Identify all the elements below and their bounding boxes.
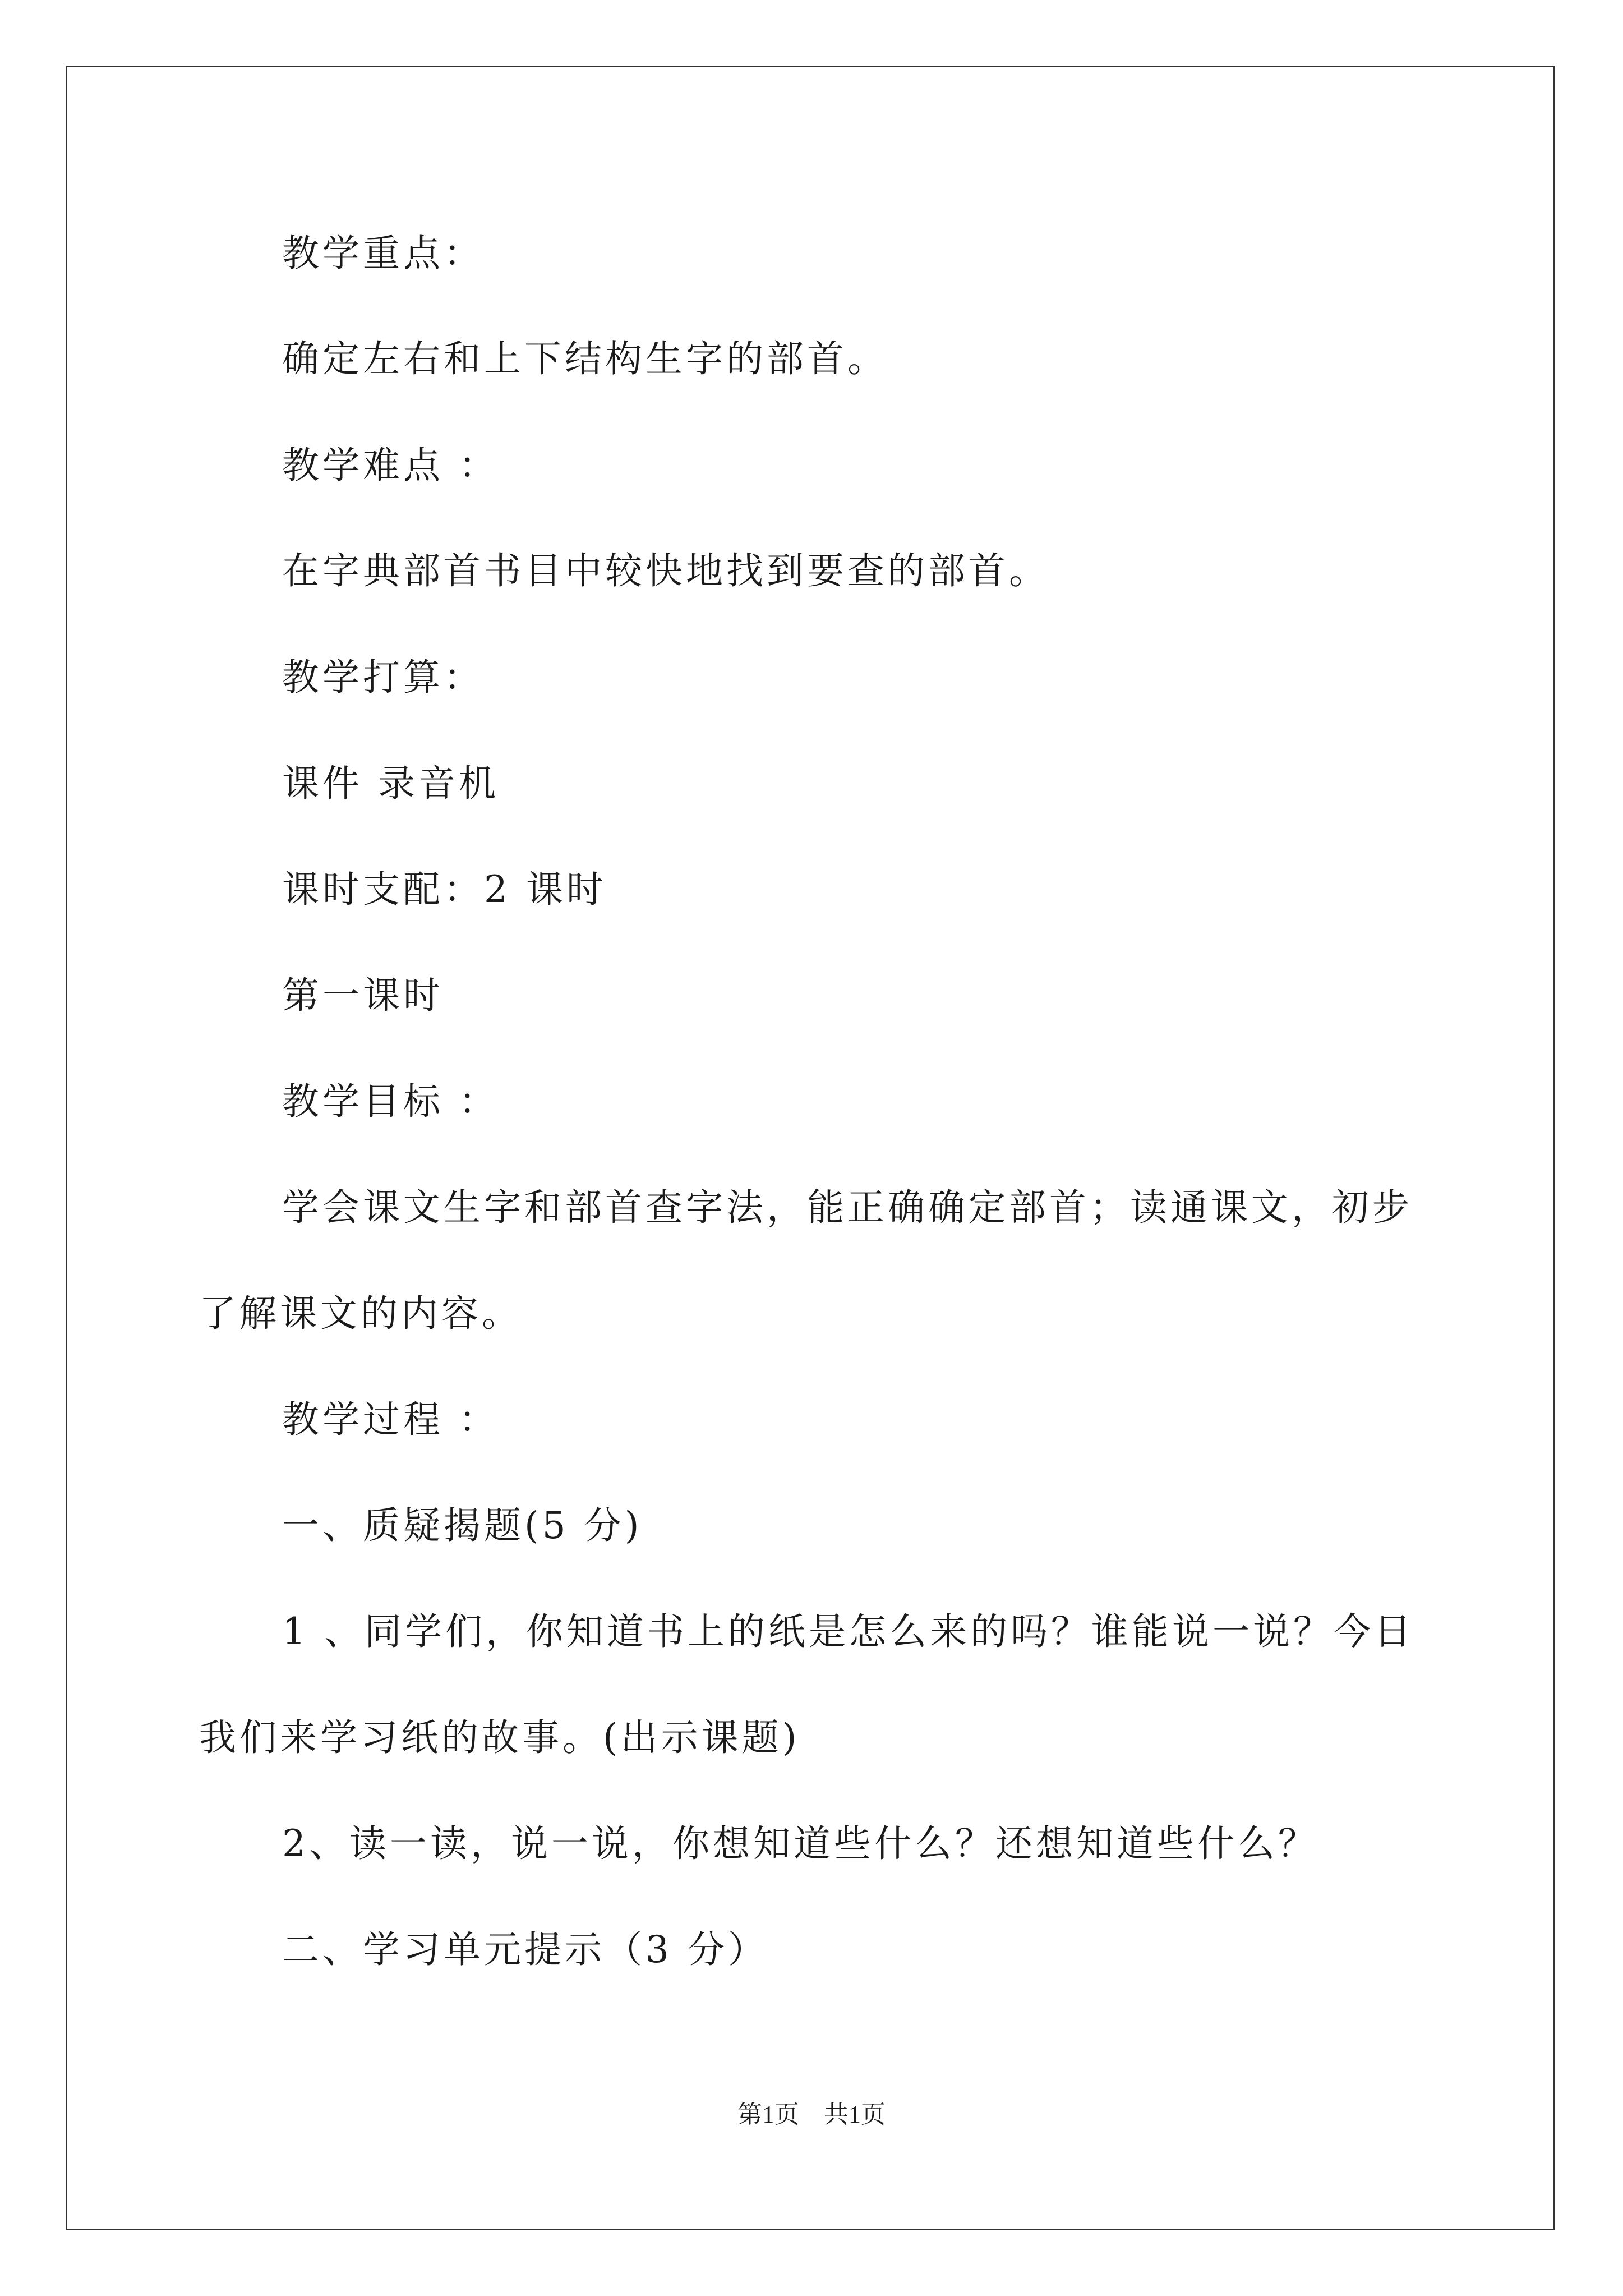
text-line-teaching-focus: 教学重点： bbox=[282, 232, 484, 275]
text-line-teaching-preparation: 教学打算： bbox=[282, 656, 484, 699]
text-line-class-hours: 课时支配：2 课时 bbox=[282, 868, 607, 911]
text-line-goal-content-1: 学会课文生字和部首查字法，能正确确定部首；读通课文，初步 bbox=[282, 1186, 1413, 1229]
text-line-preparation-content: 课件 录音机 bbox=[282, 762, 499, 805]
text-line-goal-content-2: 了解课文的内容。 bbox=[199, 1292, 522, 1335]
text-line-first-lesson: 第一课时 bbox=[282, 974, 444, 1017]
text-line-section-two: 二、学习单元提示（3 分） bbox=[282, 1928, 768, 1971]
text-line-focus-content: 确定左右和上下结构生字的部首。 bbox=[282, 337, 888, 380]
text-line-teaching-process: 教学过程 ： bbox=[282, 1398, 499, 1441]
text-line-teaching-difficulty: 教学难点 ： bbox=[282, 444, 499, 487]
page-frame bbox=[66, 66, 1555, 2230]
text-line-difficulty-content: 在字典部首书目中较快地找到要查的部首。 bbox=[282, 549, 1049, 592]
page-footer: 第1页 共1页 bbox=[737, 2101, 886, 2128]
text-line-teaching-goal: 教学目标 ： bbox=[282, 1080, 499, 1123]
text-line-item-1-part-2: 我们来学习纸的故事。(出示课题) bbox=[199, 1716, 800, 1759]
text-line-item-1-part-1: 1 、同学们，你知道书上的纸是怎么来的吗？谁能说一说？今日 bbox=[282, 1610, 1414, 1653]
text-line-item-2: 2、读一读，说一说，你想知道些什么？还想知道些什么？ bbox=[282, 1822, 1318, 1865]
text-line-section-one: 一、质疑揭题(5 分) bbox=[282, 1504, 643, 1547]
